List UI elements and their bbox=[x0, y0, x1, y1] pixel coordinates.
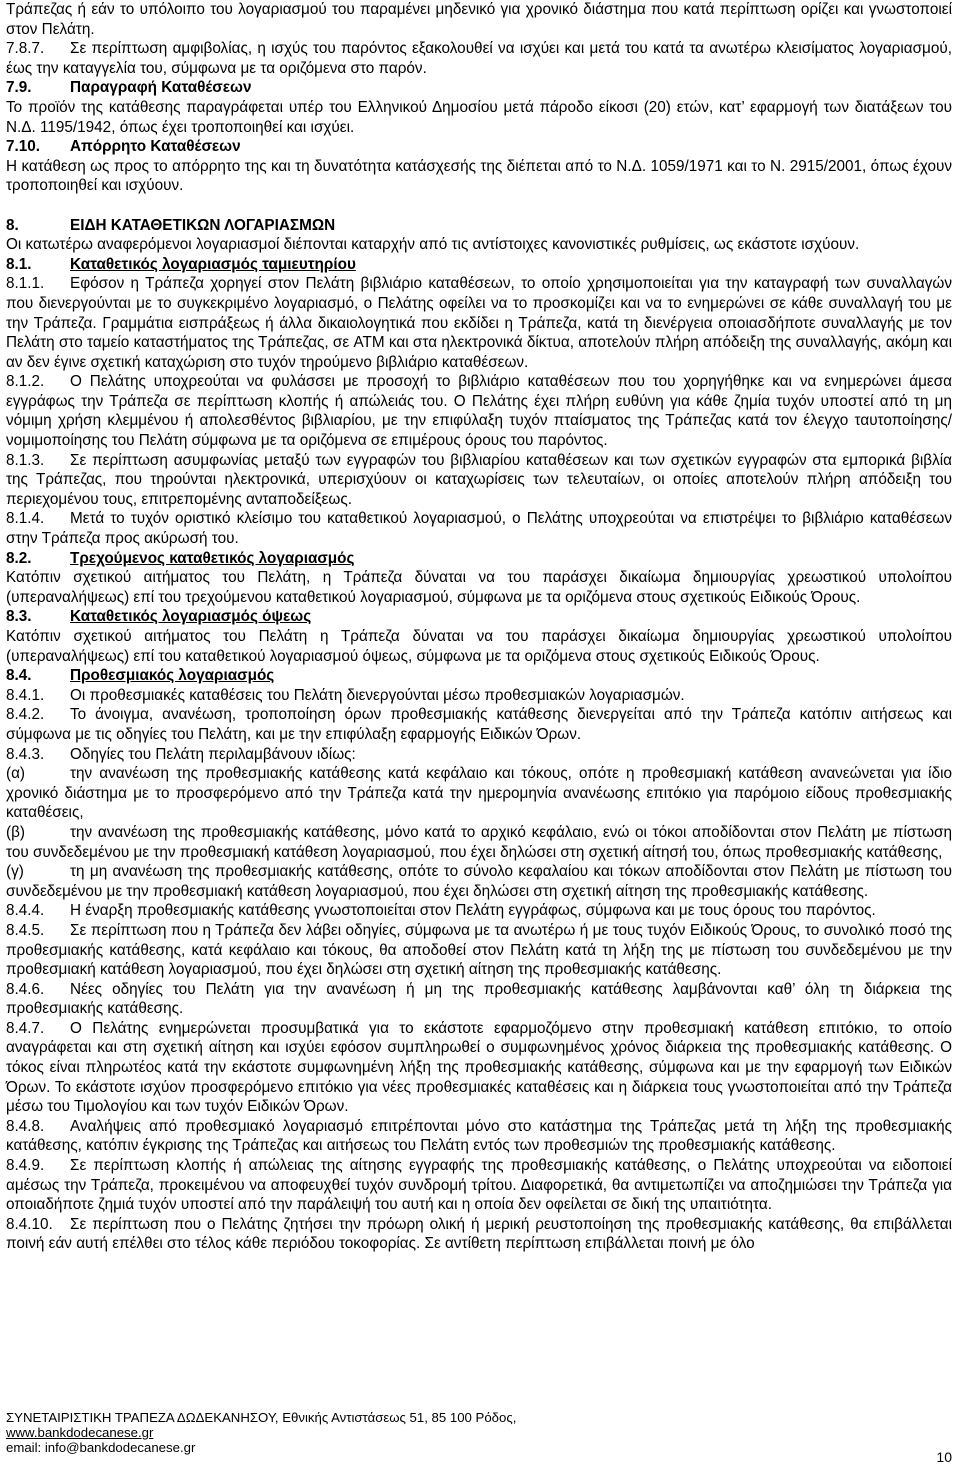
page-number: 10 bbox=[936, 1449, 952, 1465]
heading-8-3 bbox=[6, 607, 952, 627]
section-number: 8.1. bbox=[6, 255, 32, 273]
section-text: Ο Πελάτης υποχρεούται να φυλάσσει με προσοχή το βιβλιάριο καταθέσεων που του χορηγήθηκε και να ενημερώνει άμεσα εγγράφως την Τράπεζα σε περίπτωση κλοπής ή απώλειάς του. Ο Πελάτης έχει πλήρη ευθύνη για κάθε ζημία τυχόν υποστεί από τη μη νόμιμη χρήση κλεμμένου ή απολεσθέντος βιβλιαρίου, με την επιφύλαξη τυχόν πταίσματος της Τράπεζας κατά τον έλεγχο ταυτοποίησης/νομιμοποίησης του Πελάτη σύμφωνα με τα οριζόμενα σε επιμέρους όρους του παρόντος. bbox=[6, 373, 952, 450]
list-text: την ανανέωση της προθεσμιακής κατάθεσης κατά κεφάλαιο και τόκους, οπότε η προθεσμιακή κατάθεση ανανεώνεται για ίδιο χρονικό διάστημα με το προσφερόμενο από την Τράπεζα κατά την ημερομηνία ανανέωσης επιτόκιο για παρόμοιο είδους προθεσμιακής καταθέσεις, bbox=[6, 765, 952, 822]
section-text: Νέες οδηγίες του Πελάτη για την ανανέωση ή μη της προθεσμιακής κατάθεσης λαμβάνονται καθ’ όλη τη διάρκεια της προθεσμιακής κατάθεσης. bbox=[6, 980, 952, 1018]
list-item-b bbox=[6, 823, 952, 862]
section-8-1-2 bbox=[6, 372, 952, 450]
section-number: 8.4.1. bbox=[6, 686, 45, 704]
section-8-4-3 bbox=[6, 745, 952, 765]
section-text: Εφόσον η Τράπεζα χορηγεί στον Πελάτη βιβλιάριο καταθέσεων, το οποίο χρησιμοποιείται για την καταγραφή των συναλλαγών που διενεργούνται με το συγκεκριμένο λογαριασμό, ο Πελάτης οφείλει να το προσκομίζει και να το ενημερώνει σε κάθε συναλλαγή του με την Τράπεζα. Γραμμάτια εισπράξεως ή άλλα δικαιολογητικά που εκδίδει η Τράπεζα, κατά τη διενέργεια οποιασδήποτε συναλλαγής με τον Πελάτη στο ταμείο καταστήματος της Τράπεζας, σε ATM και στα ηλεκτρονικά δίκτυα, αποτελούν πλήρη απόδειξη της συναλλαγής, ακόμη και αν δεν έγινε σχετική καταχώριση στο τυχόν τηρούμενο βιβλιάριο καταθέσεων. bbox=[6, 275, 952, 371]
section-number: 8.4.9. bbox=[6, 1157, 45, 1175]
section-title: Καταθετικός λογαριασμός όψεως bbox=[70, 608, 312, 626]
section-8-3-text: Κατόπιν σχετικού αιτήματος του Πελάτη η Τράπεζα δύναται να του παράσχει δικαίωμα δημιουργίας χρεωστικού υπολοίπου (υπεραναλήψεως) επί του καταθετικού λογαριασμού όψεως, σύμφωνα με τα οριζόμενα στους σχετικούς Ειδικούς Όρους. bbox=[6, 628, 952, 665]
section-8-4-7 bbox=[6, 1019, 952, 1117]
section-number: 8.4.10. bbox=[6, 1215, 53, 1233]
section-number: 8.2. bbox=[6, 549, 32, 567]
section-text: Το άνοιγμα, ανανέωση, τροποποίηση όρων προθεσμιακής κατάθεσης διενεργείται από την Τράπεζα κατόπιν αιτήσεως και σύμφωνα με τις οδηγίες του Πελάτη, και με την επιφύλαξη εφαρμογής Ειδικών Όρων. bbox=[6, 706, 952, 743]
section-number: 8.1.2. bbox=[6, 373, 45, 391]
heading-8 bbox=[6, 216, 952, 236]
footer-website-link[interactable]: www.bankdodecanese.gr bbox=[6, 1425, 154, 1441]
section-8-4-2 bbox=[6, 705, 952, 744]
section-number: 8.4.3. bbox=[6, 745, 45, 763]
section-8-2-text: Κατόπιν σχετικού αιτήματος του Πελάτη, η Τράπεζα δύναται να του παράσχει δικαίωμα δημιουργίας χρεωστικού υπολοίπου (υπεραναλήψεως) επί του τρεχούμενου καταθετικού λογαριασμού, σύμφωνα με τα οριζόμενα στους σχετικούς Ειδικούς Όρους. bbox=[6, 569, 952, 606]
intro-paragraph: Τράπεζας ή εάν το υπόλοιπο του λογαριασμού του παραμένει μηδενικό για χρονικό διάστημα που κατά περίπτωση ορίζει και γνωστοποιεί στον Πελάτη. bbox=[6, 1, 952, 38]
section-number: 8.1.1. bbox=[6, 275, 45, 293]
list-item-a bbox=[6, 764, 952, 823]
section-title: Τρεχούμενος καταθετικός λογαριασμός bbox=[70, 549, 355, 567]
section-7-8-7 bbox=[6, 39, 952, 78]
section-title: ΕΙΔΗ ΚΑΤΑΘΕΤΙΚΩΝ ΛΟΓΑΡΙΑΣΜΩΝ bbox=[70, 216, 336, 234]
section-8-4-5 bbox=[6, 921, 952, 980]
section-title: Απόρρητο Καταθέσεων bbox=[70, 138, 241, 156]
section-title: Προθεσμιακός λογαριασμός bbox=[70, 667, 275, 685]
spacer bbox=[6, 196, 952, 216]
section-number: 8.4.5. bbox=[6, 921, 45, 939]
section-number: 8.1.3. bbox=[6, 451, 45, 469]
section-8-4-4 bbox=[6, 901, 952, 921]
section-number: 8.4.8. bbox=[6, 1117, 45, 1135]
section-text: Οδηγίες του Πελάτη περιλαμβάνουν ιδίως: bbox=[70, 745, 356, 763]
section-8-4-1 bbox=[6, 686, 952, 706]
heading-8-1 bbox=[6, 255, 952, 275]
list-label: (α) bbox=[6, 765, 26, 783]
section-number: 8.4.4. bbox=[6, 902, 45, 920]
heading-8-2 bbox=[6, 549, 952, 569]
section-number: 8.1.4. bbox=[6, 510, 45, 528]
section-8-4-9 bbox=[6, 1156, 952, 1215]
heading-7-10 bbox=[6, 137, 952, 157]
section-7-9-text: Το προϊόν της κατάθεσης παραγράφεται υπέρ του Ελληνικού Δημοσίου μετά πάροδο είκοσι (20) ετών, κατ’ εφαρμογή των διατάξεων του Ν.Δ. 1195/1942, όπως έχει τροποποιηθεί και ισχύει. bbox=[6, 98, 952, 136]
heading-8-4 bbox=[6, 666, 952, 686]
section-text: Μετά το τυχόν οριστικό κλείσιμο του καταθετικού λογαριασμού, ο Πελάτης υποχρεούται να επιστρέψει το βιβλιάριο καταθέσεων στην Τράπεζα προς ακύρωσή του. bbox=[6, 510, 952, 548]
section-title: Καταθετικός λογαριασμός ταμιευτηρίου bbox=[70, 255, 356, 273]
section-8-4-8 bbox=[6, 1117, 952, 1156]
section-7-10-text: Η κατάθεση ως προς το απόρρητο της και τη δυνατότητα κατάσχεσής της διέπεται από το Ν.Δ. 1059/1971 και το Ν. 2915/2001, όπως έχουν τροποποιηθεί και ισχύουν. bbox=[6, 157, 952, 195]
section-8-1-4 bbox=[6, 509, 952, 548]
footer-address: ΣΥΝΕΤΑΙΡΙΣΤΙΚΗ ΤΡΑΠΕΖΑ ΔΩΔΕΚΑΝΗΣΟΥ, Εθνικής Αντιστάσεως 51, 85 100 Ρόδος, bbox=[6, 1410, 517, 1425]
section-8-4-10 bbox=[6, 1215, 952, 1254]
section-number: 8.4. bbox=[6, 667, 32, 685]
document-page bbox=[6, 0, 952, 1254]
list-label: (γ) bbox=[6, 863, 24, 881]
list-text: τη μη ανανέωση της προθεσμιακής κατάθεσης, οπότε το σύνολο κεφαλαίου και τόκων αποδίδονται στον Πελάτη με πίστωση του συνδεδεμένου με την προθεσμιακή κατάθεση λογαριασμού, που έχει δηλώσει στη σχετική αίτηση της προθεσμιακής κατάθεσης. bbox=[6, 863, 952, 900]
section-text: Ο Πελάτης ενημερώνεται προσυμβατικά για το εκάστοτε εφαρμοζόμενο στην προθεσμιακή κατάθεση επιτόκιο, το οποίο αναγράφεται και στη σχετική αίτηση και ισχύει εφόσον συμπληρωθεί ο συμφωνημένος χρόνος διάρκεια της προθεσμιακής κατάθεσης. Ο τόκος είναι πληρωτέος κατά την εκάστοτε συμφωνημένη λήξη της προθεσμιακής κατάθεσης, σύμφωνα και με την εφαρμογή των Ειδικών Όρων. Το εκάστοτε ισχύον προσφερόμενο επιτόκιο για νέες προθεσμιακές καταθέσεις και η διάρκεια τους γνωστοποιείται από την Τράπεζα μέσω του Τιμολογίου και των τυχόν Ειδικών Όρων. bbox=[6, 1019, 952, 1116]
section-text: Σε περίπτωση κλοπής ή απώλειας της αίτησης εγγραφής της προθεσμιακής κατάθεσης, ο Πελάτης υποχρεούται να ειδοποιεί αμέσως την Τράπεζα, προκειμένου να αποφευχθεί τυχόν συνδρομή τρίτου. Διαφορετικά, θα αντιμετωπίζει να αποζημιώσει την Τράπεζα για οποιαδήποτε ζημιά τυχόν υποστεί από την παράλειψή του αυτή και η οποία δεν οφείλεται σε δική της υπαιτιότητα. bbox=[6, 1157, 952, 1214]
footer-email[interactable]: email: info@bankdodecanese.gr bbox=[6, 1440, 196, 1456]
heading-7-9 bbox=[6, 78, 952, 98]
section-number: 8. bbox=[6, 216, 19, 234]
section-8-text: Οι κατωτέρω αναφερόμενοι λογαριασμοί διέπονται καταρχήν από τις αντίστοιχες κανονιστικές ρυθμίσεις, ως εκάστοτε ισχύουν. bbox=[6, 236, 860, 254]
section-text: Η έναρξη προθεσμιακής κατάθεσης γνωστοποιείται στον Πελάτη εγγράφως, σύμφωνα και με τους όρους του παρόντος. bbox=[70, 902, 876, 920]
section-number: 7.9. bbox=[6, 79, 32, 97]
section-number: 8.4.2. bbox=[6, 706, 45, 724]
list-item-c bbox=[6, 862, 952, 901]
page-footer bbox=[6, 1410, 516, 1456]
section-title: Παραγραφή Καταθέσεων bbox=[70, 79, 252, 97]
section-text: Σε περίπτωση αμφιβολίας, η ισχύς του παρόντος εξακολουθεί να ισχύει και μετά του κατά τα ανωτέρω κλεισίματος λογαριασμού, έως την καταγγελία του, σύμφωνα με τα οριζόμενα στο παρόν. bbox=[6, 40, 952, 77]
section-number: 8.4.6. bbox=[6, 980, 45, 998]
section-8-1-3 bbox=[6, 451, 952, 510]
list-label: (β) bbox=[6, 823, 25, 841]
section-number: 8.4.7. bbox=[6, 1019, 45, 1037]
section-text: Αναλήψεις από προθεσμιακό λογαριασμό επιτρέπονται μόνο στο κατάστημα της Τράπεζας μετά τη λήξη της προθεσμιακής κατάθεσης, κατόπιν έγκρισης της Τράπεζας και αιτήσεως του Πελάτη εντός των προθεσμιών της προθεσμιακής κατάθεσης. bbox=[6, 1117, 952, 1155]
section-number: 7.8.7. bbox=[6, 40, 45, 58]
section-number: 7.10. bbox=[6, 138, 41, 156]
section-text: Οι προθεσμιακές καταθέσεις του Πελάτη διενεργούνται μέσω προθεσμιακών λογαριασμών. bbox=[70, 686, 685, 704]
section-8-1-1 bbox=[6, 274, 952, 372]
section-8-4-6 bbox=[6, 980, 952, 1019]
section-text: Σε περίπτωση ασυμφωνίας μεταξύ των εγγραφών του βιβλιαρίου καταθέσεων και των σχετικών εγγραφών στα εμπορικά βιβλία της Τράπεζας, που τηρούνται ηλεκτρονικά, υπερισχύουν οι καταχωρίσεις των τελευταίων, οι οποίες αποτελούν πλήρη απόδειξη του περιεχομένου τους, επιτρεπομένης ανταποδείξεως. bbox=[6, 451, 952, 508]
section-text: Σε περίπτωση που ο Πελάτης ζητήσει την πρόωρη ολική ή μερική ρευστοποίηση της προθεσμιακής κατάθεσης, θα επιβάλλεται ποινή εάν αυτή επέλθει στο τέλος κάθε περιόδου τοκοφορίας. Σε αντίθετη περίπτωση επιβάλλεται ποινή με όλο bbox=[6, 1215, 952, 1253]
list-text: την ανανέωση της προθεσμιακής κατάθεσης, μόνο κατά το αρχικό κεφάλαιο, ενώ οι τόκοι αποδίδονται στον Πελάτη με πίστωση του συνδεδεμένου με την προθεσμιακή κατάθεση λογαριασμού, που έχει δηλώσει στη σχετική αίτησή του, όπως προθεσμιακής κατάθεσης, bbox=[6, 823, 952, 861]
section-text: Σε περίπτωση που η Τράπεζα δεν λάβει οδηγίες, σύμφωνα με τα ανωτέρω ή με τους τυχόν Ειδικούς Όρους, το συνολικό ποσό της προθεσμιακής κατάθεσης, κατά κεφάλαιο και τόκους, θα αποδοθεί στον Πελάτη κατά τη λήξη της με πίστωση του συνδεδεμένου με την προθεσμιακή κατάθεση λογαριασμού, που έχει δηλώσει στη σχετική αίτηση της προθεσμιακής κατάθεσης. bbox=[6, 921, 952, 979]
section-number: 8.3. bbox=[6, 608, 32, 626]
